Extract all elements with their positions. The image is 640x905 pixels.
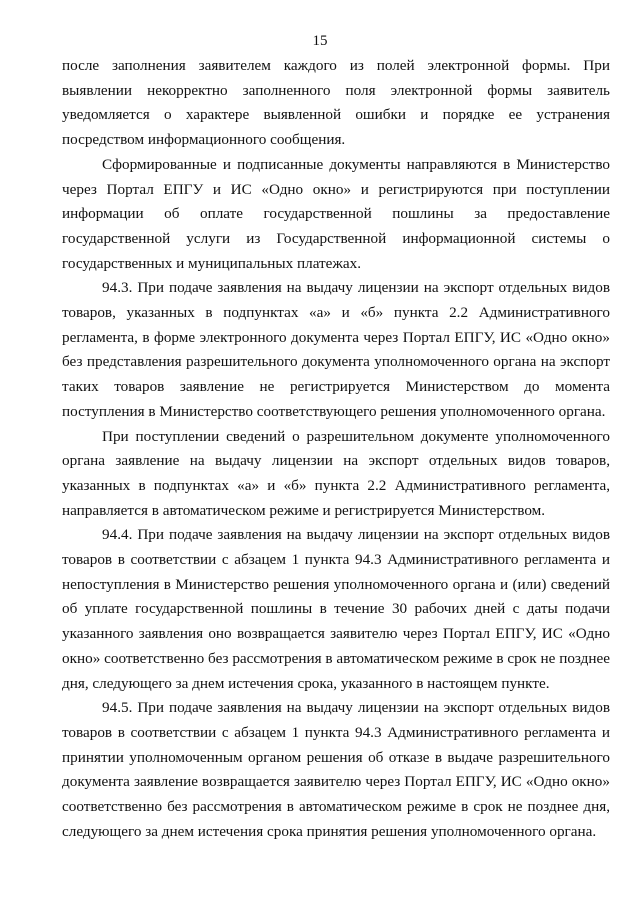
paragraph-94-3: 94.3. При подаче заявления на выдачу лицензии на экспорт отдельных видов товаров, указанных в подпунктах «а» и «б» пункта 2.2 Административного регламента, в форме электронного документа через Портал ЕПГУ, ИС «Одно окно» без представления разрешительного документа уполномоченного органа на экспорт таких товаров заявление не регистрируется Министерством до момента поступления в Министерство соответствующего решения уполномоченного органа. [62,279,610,420]
paragraph-documents-submission: Сформированные и подписанные документы направляются в Министерство через Портал ЕПГУ и ИС «Одно окно» и регистрируются при поступлении информации об оплате государственной пошлины за предоставление государственной услуги из Государственной информационной системы о государственных и муниципальных платежах. [62,155,610,272]
paragraph-94-5: 94.5. При подаче заявления на выдачу лицензии на экспорт отдельных видов товаров в соответствии с абзацем 1 пункта 94.3 Административного регламента и принятии уполномоченным органом решения об отказе в выдаче разрешительного документа заявление возвращается заявителю через Портал ЕПГУ, ИС «Одно окно» соответственно без рассмотрения в автоматическом режиме в срок не позднее дня, следующего за днем истечения срока принятия решения уполномоченного органа. [62,699,610,840]
paragraph-permit-received: При поступлении сведений о разрешительном документе уполномоченного органа заявление на выдачу лицензии на экспорт отдельных видов товаров, указанных в подпунктах «а» и «б» пункта 2.2 Административного регламента, направляется в автоматическом режиме и регистрируется Министерством. [62,427,610,519]
document-body [62,54,610,845]
paragraph-94-4: 94.4. При подаче заявления на выдачу лицензии на экспорт отдельных видов товаров в соответствии с абзацем 1 пункта 94.3 Административного регламента и непоступления в Министерство решения уполномоченного органа и (или) сведений об уплате государственной пошлины в течение 30 рабочих дней с даты подачи указанного заявления оно возвращается заявителю через Портал ЕПГУ, ИС «Одно окно» соответственно без рассмотрения в автоматическом режиме в срок не позднее дня, следующего за днем истечения срока, указанного в настоящем пункте. [62,526,610,692]
paragraph-continuation: после заполнения заявителем каждого из полей электронной формы. При выявлении некорректно заполненного поля электронной формы заявитель уведомляется о характере выявленной ошибки и порядке ее устранения посредством информационного сообщения. [62,57,610,149]
page-number: 15 [312,33,328,49]
